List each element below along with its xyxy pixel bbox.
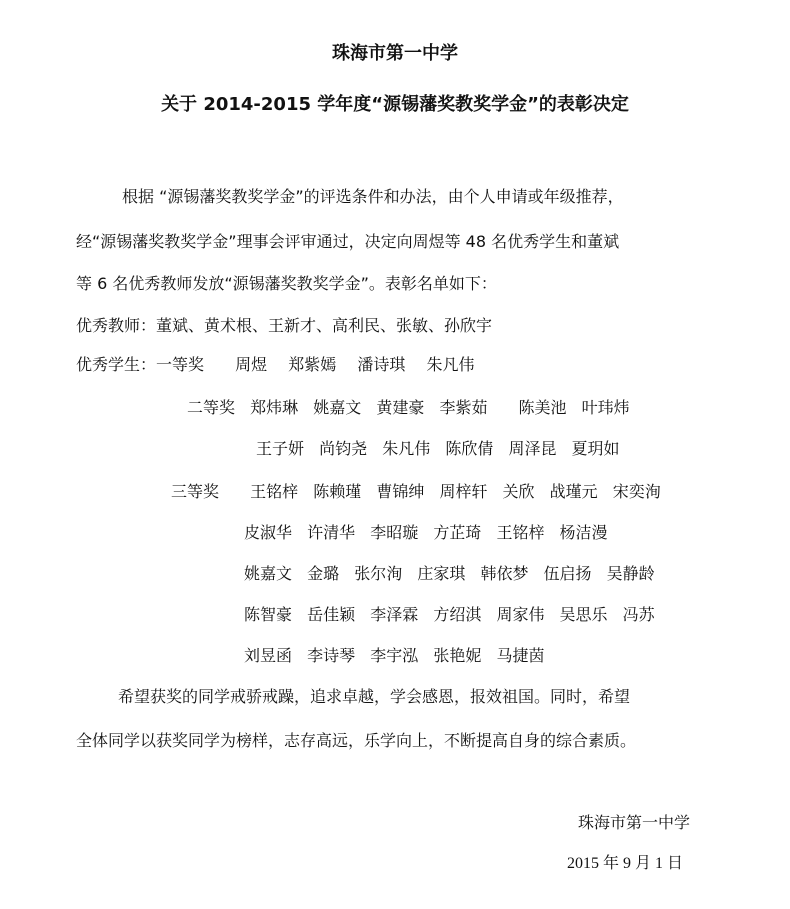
student-name: 张艳妮 [433,646,482,665]
third-prize-row-4 [244,604,655,626]
student-name: 周泽昆 [508,439,557,458]
student-name: 战瑾元 [549,482,598,501]
student-name: 曹锦绅 [376,482,425,501]
student-name: 冯苏 [622,605,655,624]
student-name: 吴静龄 [606,564,655,583]
student-name: 关欣 [502,482,535,501]
student-name: 韩依梦 [480,564,529,583]
student-name: 陈智豪 [244,605,293,624]
student-name: 陈美池 [518,398,567,417]
first-prize-line [76,354,474,376]
student-name: 王子妍 [256,439,305,458]
student-name: 郑炜琳 [250,398,299,417]
signature-date: 2015 年 9 月 1 日 [567,855,684,872]
student-name: 李宇泓 [370,646,419,665]
intro-line-1: 根据 “源锡藩奖教奖学金”的评选条件和办法，由个人申请或年级推荐， [122,187,624,206]
student-name: 王铭梓 [250,482,299,501]
student-name: 张尔洵 [354,564,403,583]
school-heading: 珠海市第一中学 [332,43,458,64]
student-name: 朱凡伟 [426,355,475,374]
student-name: 伍启扬 [543,564,592,583]
third-prize-row-3 [244,563,655,585]
student-name: 李紫茹 [439,398,488,417]
student-name: 潘诗琪 [357,355,406,374]
student-name: 岳佳颖 [307,605,356,624]
signature-organization: 珠海市第一中学 [578,813,691,832]
student-name: 庄家琪 [417,564,466,583]
student-name: 尚钧尧 [319,439,368,458]
intro-line-2: 经“源锡藩奖教奖学金”理事会评审通过，决定向周煜等 48 名优秀学生和董斌 [76,232,620,251]
student-name: 陈赖瑾 [313,482,362,501]
student-name: 王铭梓 [496,523,545,542]
closing-line-2: 全体同学以获奖同学为榜样，志存高远，乐学向上，不断提高自身的综合素质。 [76,731,637,750]
student-name: 许清华 [307,523,356,542]
second-prize-row-1 [187,397,630,419]
student-name: 方芷琦 [433,523,482,542]
student-name: 陈欣倩 [445,439,494,458]
teachers-names: 董斌、黄术根、王新才、高利民、张敏、孙欣宇 [156,316,493,335]
student-name: 李泽霖 [370,605,419,624]
student-name: 金璐 [307,564,340,583]
first-prize-label: 一等奖 [156,355,205,374]
student-name: 李昭璇 [370,523,419,542]
third-prize-row-5 [244,645,544,667]
teachers-line [76,315,492,337]
student-name: 朱凡伟 [382,439,431,458]
student-name: 李诗琴 [307,646,356,665]
student-name: 周家伟 [496,605,545,624]
third-prize-label: 三等奖 [171,482,220,501]
student-name: 吴思乐 [559,605,608,624]
third-prize-row-2 [244,522,608,544]
student-name: 周梓轩 [439,482,488,501]
student-name: 夏玥如 [571,439,620,458]
students-label: 优秀学生： [76,355,157,374]
student-name: 郑紫嫣 [288,355,337,374]
second-prize-label: 二等奖 [187,398,236,417]
student-name: 姚嘉文 [244,564,293,583]
student-name: 姚嘉文 [313,398,362,417]
teachers-label: 优秀教师： [76,316,157,335]
third-prize-row-1 [171,481,661,503]
student-name: 刘昱函 [244,646,293,665]
student-name: 叶玮炜 [581,398,630,417]
document-title: 关于 2014-2015 学年度“源锡藩奖教奖学金”的表彰决定 [161,94,629,115]
student-name: 周煜 [235,355,268,374]
student-name: 马捷茵 [496,646,545,665]
student-name: 黄建豪 [376,398,425,417]
intro-line-3: 等 6 名优秀教师发放“源锡藩奖教奖学金”。表彰名单如下： [76,274,497,293]
student-name: 方绍淇 [433,605,482,624]
student-name: 宋奕洵 [612,482,661,501]
second-prize-row-2 [256,438,620,460]
closing-line-1: 希望获奖的同学戒骄戒躁，追求卓越，学会感恩，报效祖国。同时，希望 [118,687,631,706]
student-name: 皮淑华 [244,523,293,542]
student-name: 杨洁漫 [559,523,608,542]
